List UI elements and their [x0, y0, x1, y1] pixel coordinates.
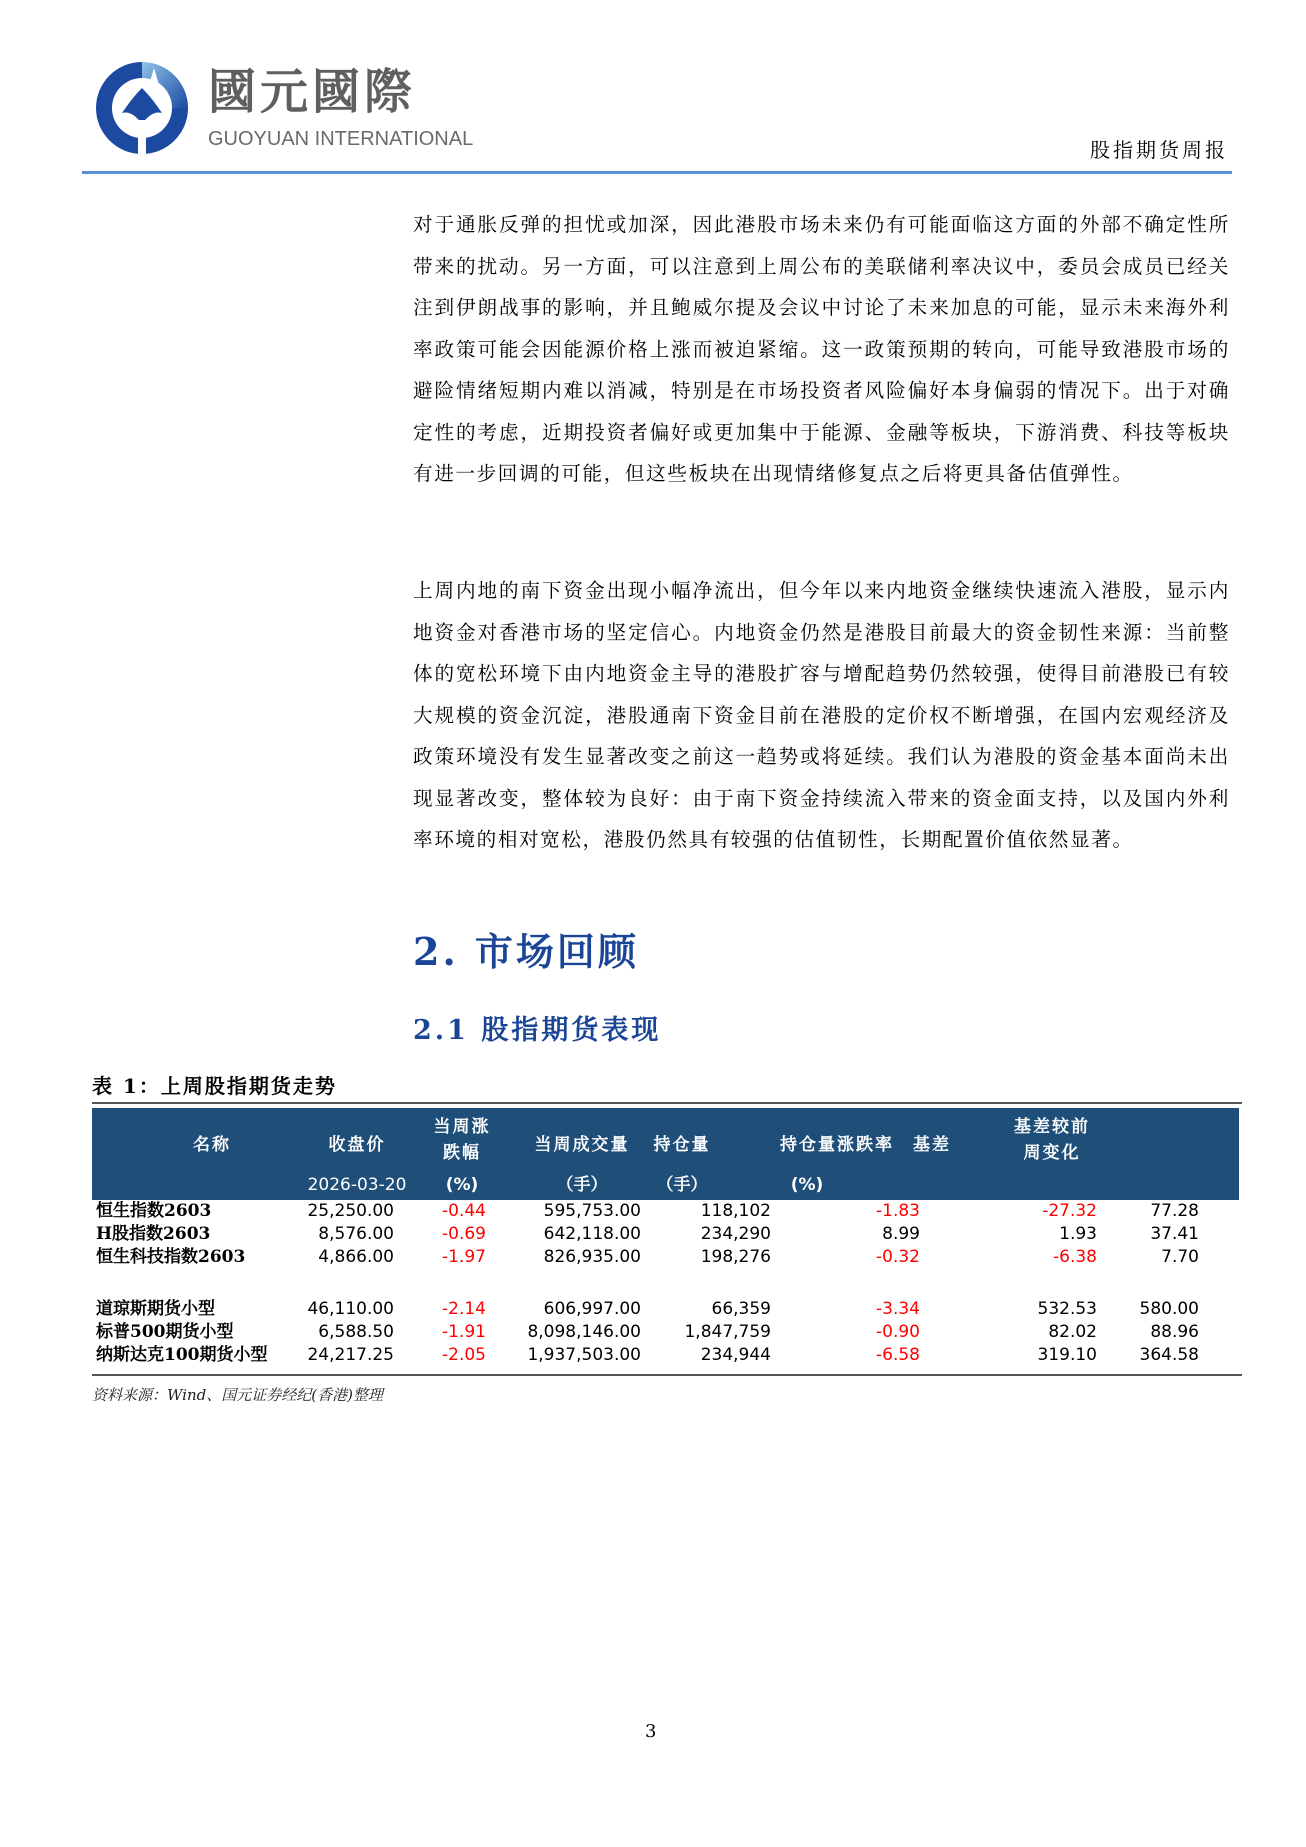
page-number: 3 — [645, 1721, 657, 1742]
cell-oi-change: -0.32 — [876, 1247, 920, 1267]
cell-open-interest: 234,944 — [700, 1345, 771, 1365]
cell-basis-change: 364.58 — [1139, 1345, 1199, 1365]
section-heading-market-review: 2. 市场回顾 — [413, 929, 639, 974]
cell-basis-change: 88.96 — [1150, 1322, 1199, 1342]
cell-name: 恒生科技指数2603 — [96, 1247, 246, 1267]
body-paragraph-1: 对于通胀反弹的担忧或加深，因此港股市场未来仍有可能面临这方面的外部不确定性所带来的扰动。另一方面，可以注意到上周公布的美联储利率决议中，委员会成员已经关注到伊朗战事的影响，并且鲍威尔提及会议中讨论了未来加息的可能，显示未来海外利率政策可能会因能源价格上涨而被迫紧缩。这一政策预期的转向，可能导致港股市场的避险情绪短期内难以消减，特别是在市场投资者风险偏好本身偏弱的情况下。出于对确定性的考虑，近期投资者偏好或更加集中于能源、金融等板块，下游消费、科技等板块有进一步回调的可能，但这些板块在出现情绪修复点之后将更具备估值弹性。 — [413, 213, 1230, 485]
column-unit-close-date: 2026-03-20 — [307, 1175, 407, 1195]
cell-basis-change: 77.28 — [1150, 1201, 1199, 1221]
table-header — [92, 1108, 1239, 1200]
cell-name: 纳斯达克100期货小型 — [96, 1345, 268, 1365]
guoyuan-logo-icon — [92, 58, 192, 158]
cell-close: 6,588.50 — [318, 1322, 394, 1342]
cell-oi-change: -1.83 — [876, 1201, 920, 1221]
cell-basis: 82.02 — [1048, 1322, 1097, 1342]
cell-open-interest: 234,290 — [700, 1224, 771, 1244]
cell-oi-change: -0.90 — [876, 1322, 920, 1342]
cell-close: 25,250.00 — [307, 1201, 394, 1221]
cell-weekly-change: -0.44 — [442, 1201, 486, 1221]
table-row — [92, 1200, 1239, 1222]
cell-name: 标普500期货小型 — [96, 1322, 234, 1342]
column-unit-weekly-change: (%) — [445, 1175, 479, 1195]
cell-open-interest: 1,847,759 — [684, 1322, 771, 1342]
cell-close: 8,576.00 — [318, 1224, 394, 1244]
cell-basis: -6.38 — [1053, 1247, 1097, 1267]
logo-text-chinese: 國元國際 — [208, 64, 417, 120]
logo-text-english: GUOYUAN INTERNATIONAL — [208, 128, 474, 150]
cell-open-interest: 118,102 — [700, 1201, 771, 1221]
table-top-divider — [92, 1102, 1242, 1104]
subsection-heading-index-futures: 2.1 股指期货表现 — [413, 1015, 662, 1046]
cell-open-interest: 66,359 — [711, 1299, 771, 1319]
cell-oi-change: -3.34 — [876, 1299, 920, 1319]
table-bottom-divider — [92, 1374, 1242, 1376]
cell-weekly-change: -0.69 — [442, 1224, 486, 1244]
page-header — [0, 0, 1306, 180]
table-row — [92, 1344, 1239, 1366]
cell-weekly-change: -1.97 — [442, 1247, 486, 1267]
table-caption: 表 1：上周股指期货走势 — [92, 1074, 337, 1098]
cell-close: 4,866.00 — [318, 1247, 394, 1267]
cell-basis: 532.53 — [1037, 1299, 1097, 1319]
cell-weekly-change: -1.91 — [442, 1322, 486, 1342]
cell-open-interest: 198,276 — [700, 1247, 771, 1267]
cell-name: 道琼斯期货小型 — [96, 1299, 215, 1319]
cell-volume: 1,937,503.00 — [527, 1345, 641, 1365]
table-row — [92, 1298, 1239, 1320]
column-header-close: 收盘价 — [328, 1135, 386, 1155]
column-unit-oi-change: (%) — [790, 1175, 824, 1195]
table-row — [92, 1321, 1239, 1343]
cell-basis: 319.10 — [1037, 1345, 1097, 1365]
table-row — [92, 1246, 1239, 1268]
column-unit-volume: （手） — [556, 1175, 608, 1195]
column-header-basis-change-line1: 基差较前 — [1014, 1117, 1090, 1137]
cell-basis-change: 37.41 — [1150, 1224, 1199, 1244]
cell-volume: 826,935.00 — [543, 1247, 641, 1267]
column-header-open-interest: 持仓量 — [653, 1135, 711, 1155]
column-unit-open-interest: （手） — [656, 1175, 708, 1195]
cell-volume: 595,753.00 — [543, 1201, 641, 1221]
cell-name: 恒生指数2603 — [96, 1201, 212, 1221]
cell-close: 24,217.25 — [307, 1345, 394, 1365]
header-divider — [82, 171, 1232, 174]
cell-name: H股指数2603 — [96, 1224, 211, 1244]
column-header-weekly-change-line2: 跌幅 — [443, 1143, 481, 1163]
cell-basis-change: 580.00 — [1139, 1299, 1199, 1319]
report-type-title: 股指期货周报 — [1090, 138, 1228, 162]
column-header-name: 名称 — [193, 1135, 231, 1155]
cell-oi-change: -6.58 — [876, 1345, 920, 1365]
cell-basis: -27.32 — [1042, 1201, 1097, 1221]
table-row — [92, 1223, 1239, 1245]
cell-oi-change: 8.99 — [882, 1224, 920, 1244]
cell-volume: 642,118.00 — [543, 1224, 641, 1244]
column-header-volume: 当周成交量 — [534, 1135, 630, 1155]
cell-weekly-change: -2.05 — [442, 1345, 486, 1365]
column-header-basis: 基差 — [913, 1135, 951, 1155]
cell-volume: 606,997.00 — [543, 1299, 641, 1319]
table-source-note: 资料来源：Wind、国元证券经纪(香港)整理 — [92, 1386, 383, 1404]
body-paragraph-2: 上周内地的南下资金出现小幅净流出，但今年以来内地资金继续快速流入港股，显示内地资金对香港市场的坚定信心。内地资金仍然是港股目前最大的资金韧性来源：当前整体的宽松环境下由内地资金主导的港股扩容与增配趋势仍然较强，使得目前港股已有较大规模的资金沉淀，港股通南下资金目前在港股的定价权不断增强，在国内宏观经济及政策环境没有发生显著改变之前这一趋势或将延续。我们认为港股的资金基本面尚未出现显著改变，整体较为良好：由于南下资金持续流入带来的资金面支持，以及国内外利率环境的相对宽松，港股仍然具有较强的估值韧性，长期配置价值依然显著。 — [413, 579, 1230, 851]
cell-close: 46,110.00 — [307, 1299, 394, 1319]
column-header-basis-change-line2: 周变化 — [1023, 1143, 1081, 1163]
column-header-weekly-change-line1: 当周涨 — [433, 1117, 491, 1137]
column-header-oi-change: 持仓量涨跌率 — [780, 1135, 894, 1155]
cell-basis-change: 7.70 — [1161, 1247, 1199, 1267]
cell-volume: 8,098,146.00 — [527, 1322, 641, 1342]
cell-weekly-change: -2.14 — [442, 1299, 486, 1319]
cell-basis: 1.93 — [1059, 1224, 1097, 1244]
